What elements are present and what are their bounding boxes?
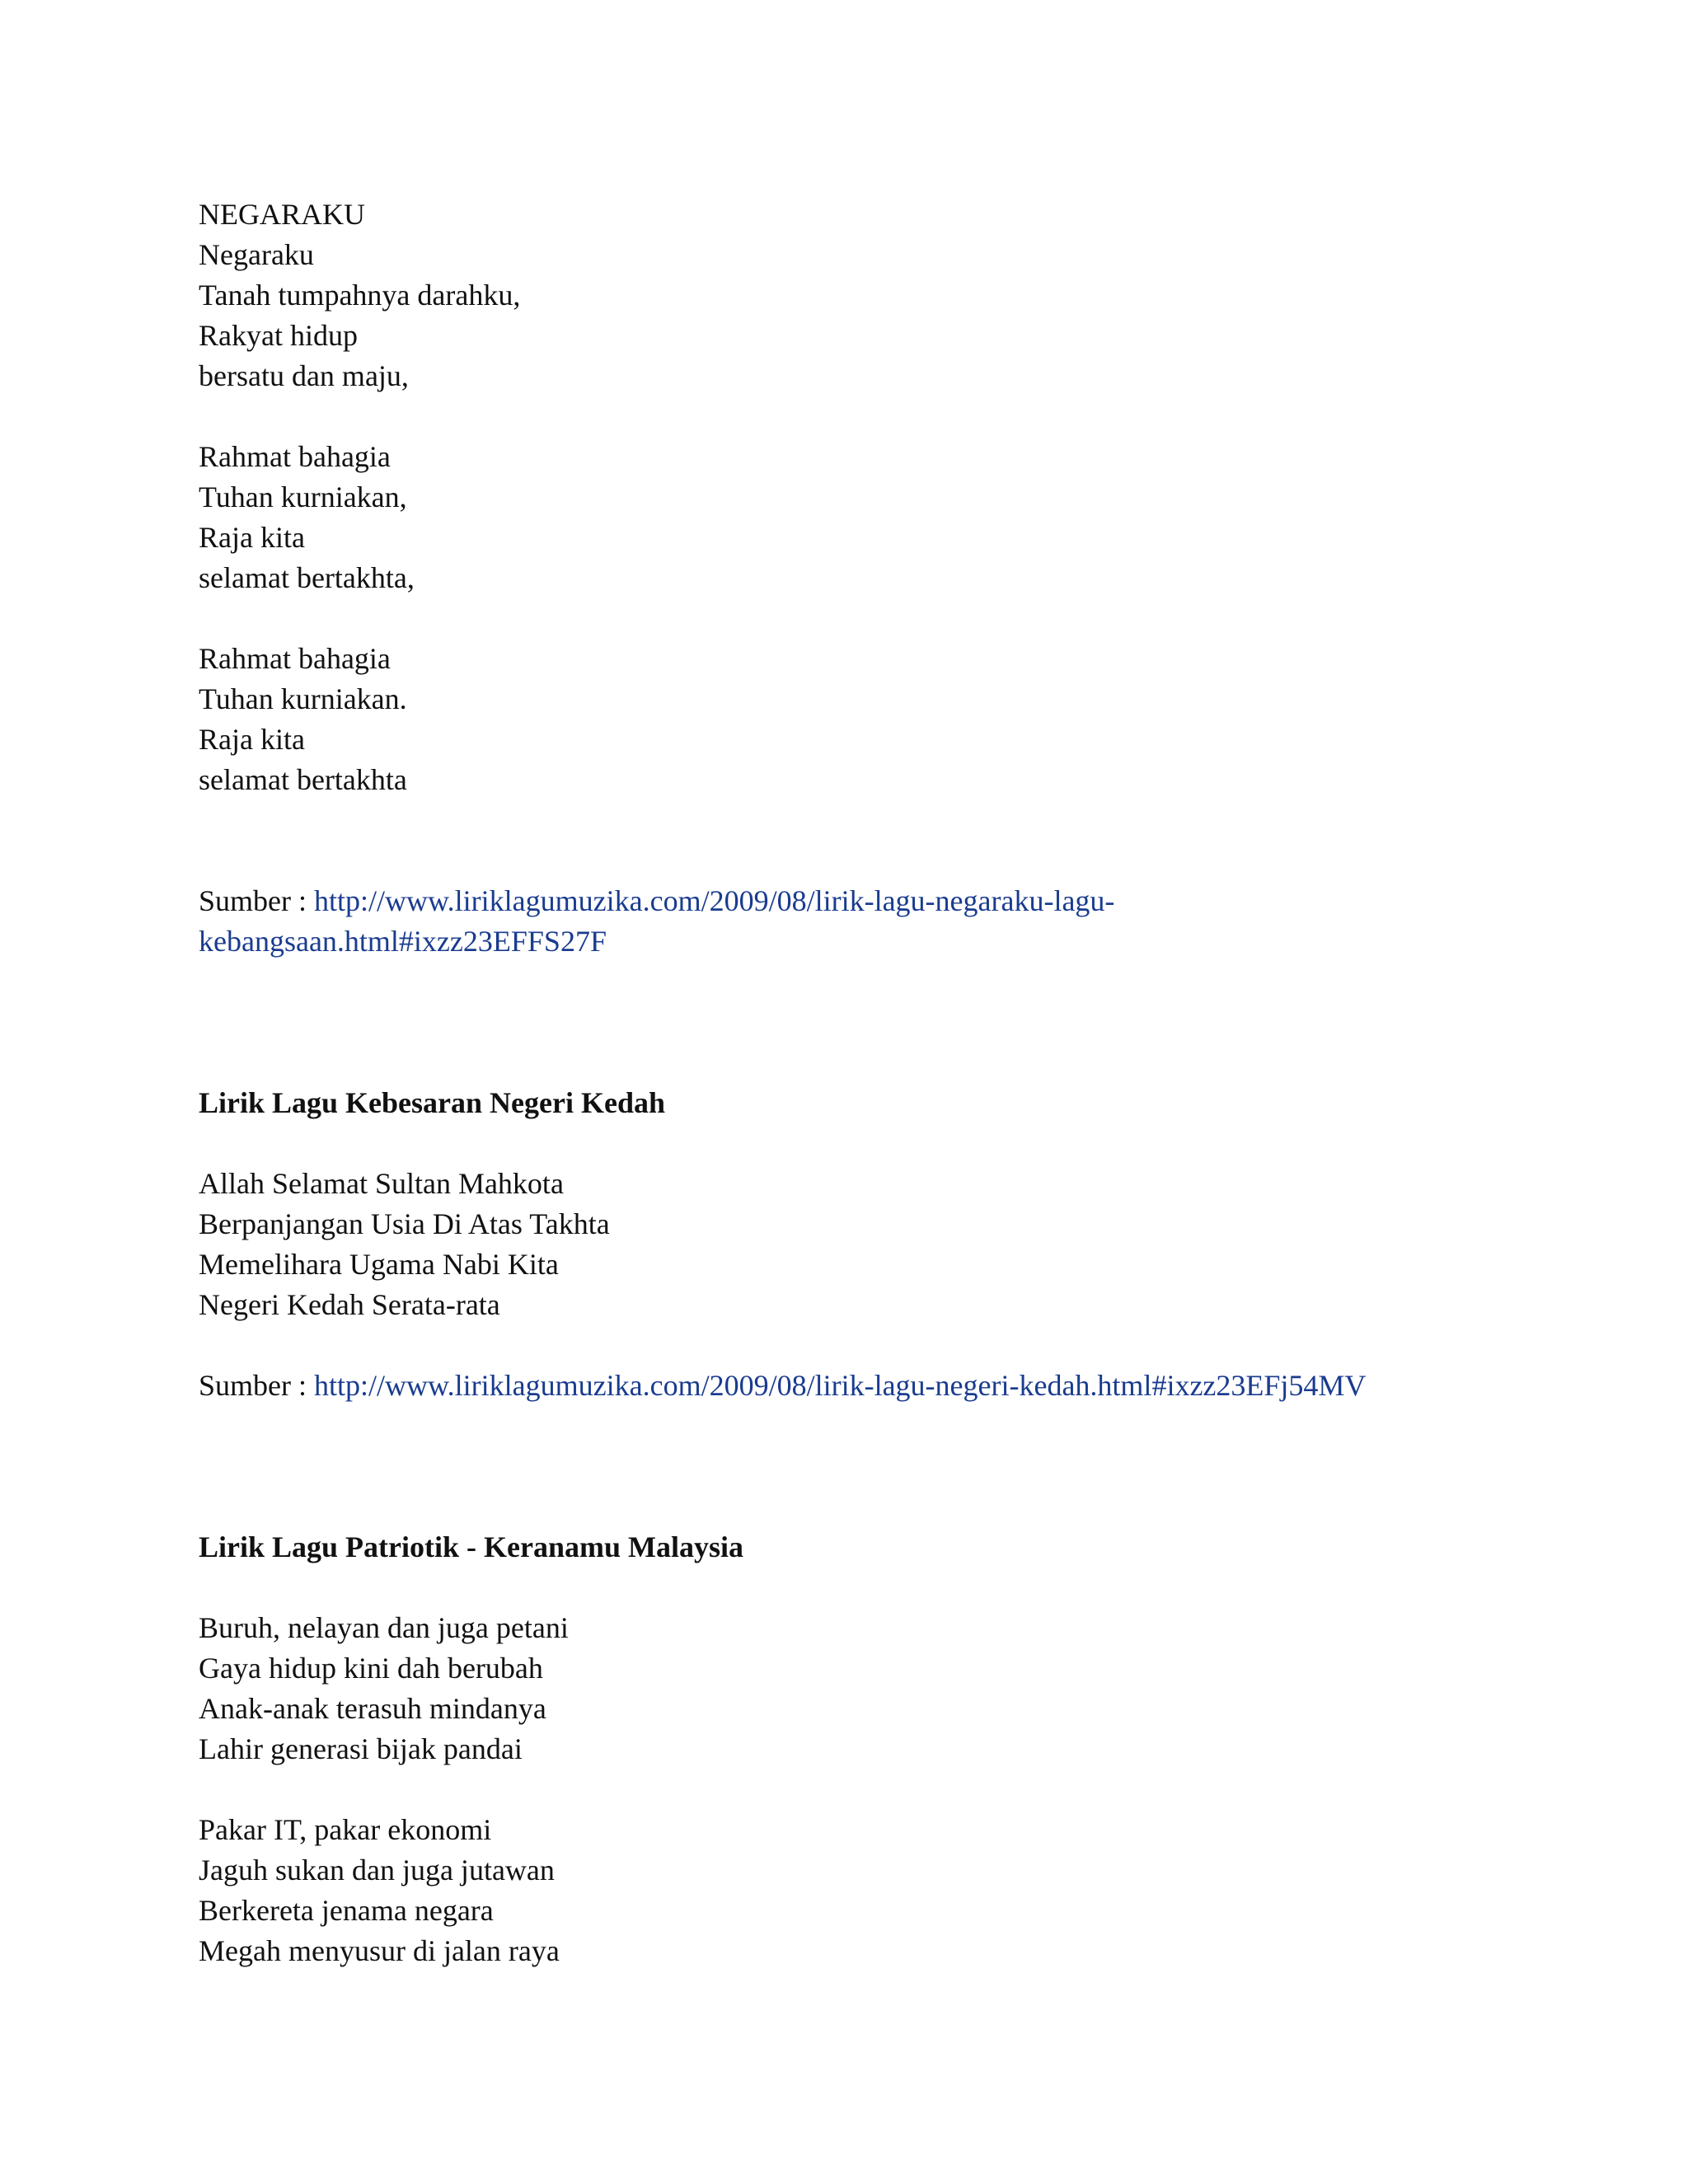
lyric-line: Pakar IT, pakar ekonomi — [199, 1813, 492, 1846]
anthem-source-cont — [199, 921, 1484, 962]
lyric-line: Raja kita — [199, 521, 305, 554]
source-label: Sumber : — [199, 1369, 314, 1402]
lyric-line: Tanah tumpahnya darahku, — [199, 279, 521, 312]
lyric-line: Gaya hidup kini dah berubah — [199, 1652, 543, 1685]
lyric-line: Lahir generasi bijak pandai — [199, 1732, 523, 1765]
spacer — [199, 800, 1484, 881]
anthem-title: NEGARAKU — [199, 198, 365, 231]
lyric-line: Rahmat bahagia — [199, 642, 391, 675]
patriotik-heading: Lirik Lagu Patriotik - Keranamu Malaysia — [199, 1530, 743, 1563]
lyric-line: Negaraku — [199, 238, 314, 271]
lyric-line: Berpanjangan Usia Di Atas Takhta — [199, 1207, 610, 1240]
spacer — [199, 1123, 1484, 1164]
anthem-source-link-cont[interactable]: kebangsaan.html#ixzz23EFFS27F — [199, 925, 607, 958]
kedah-source-link[interactable]: http://www.liriklagumuzika.com/2009/08/lirik-lagu-negeri-kedah.html#ixzz23EFj54MV — [314, 1369, 1367, 1402]
lyric-line: Jaguh sukan dan juga jutawan — [199, 1854, 555, 1886]
lyric-line: Berkereta jenama negara — [199, 1894, 494, 1927]
kedah-source — [199, 1366, 1484, 1406]
anthem-source-link[interactable]: http://www.liriklagumuzika.com/2009/08/lirik-lagu-negaraku-lagu- — [314, 884, 1115, 917]
lyric-line: Rakyat hidup — [199, 319, 358, 352]
lyric-line: Raja kita — [199, 723, 305, 756]
lyric-line: Anak-anak terasuh mindanya — [199, 1692, 546, 1725]
document-body — [199, 194, 1484, 1971]
lyric-line: Buruh, nelayan dan juga petani — [199, 1611, 569, 1644]
spacer — [199, 396, 1484, 437]
lyric-line: Tuhan kurniakan, — [199, 480, 407, 513]
lyric-line: Allah Selamat Sultan Mahkota — [199, 1167, 564, 1200]
lyric-line: Memelihara Ugama Nabi Kita — [199, 1248, 559, 1281]
spacer — [199, 962, 1484, 1083]
anthem-source — [199, 881, 1484, 921]
lyric-line: selamat bertakhta, — [199, 561, 415, 594]
lyric-line: Negeri Kedah Serata-rata — [199, 1288, 500, 1321]
lyric-line: Rahmat bahagia — [199, 440, 391, 473]
lyric-line: bersatu dan maju, — [199, 359, 409, 392]
spacer — [199, 1325, 1484, 1366]
spacer — [199, 1769, 1484, 1810]
spacer — [199, 598, 1484, 639]
kedah-heading: Lirik Lagu Kebesaran Negeri Kedah — [199, 1086, 665, 1119]
lyric-line: selamat bertakhta — [199, 763, 407, 796]
spacer — [199, 1406, 1484, 1527]
spacer — [199, 1568, 1484, 1608]
source-label: Sumber : — [199, 884, 314, 917]
lyric-line: Megah menyusur di jalan raya — [199, 1934, 560, 1967]
lyric-line: Tuhan kurniakan. — [199, 682, 407, 715]
